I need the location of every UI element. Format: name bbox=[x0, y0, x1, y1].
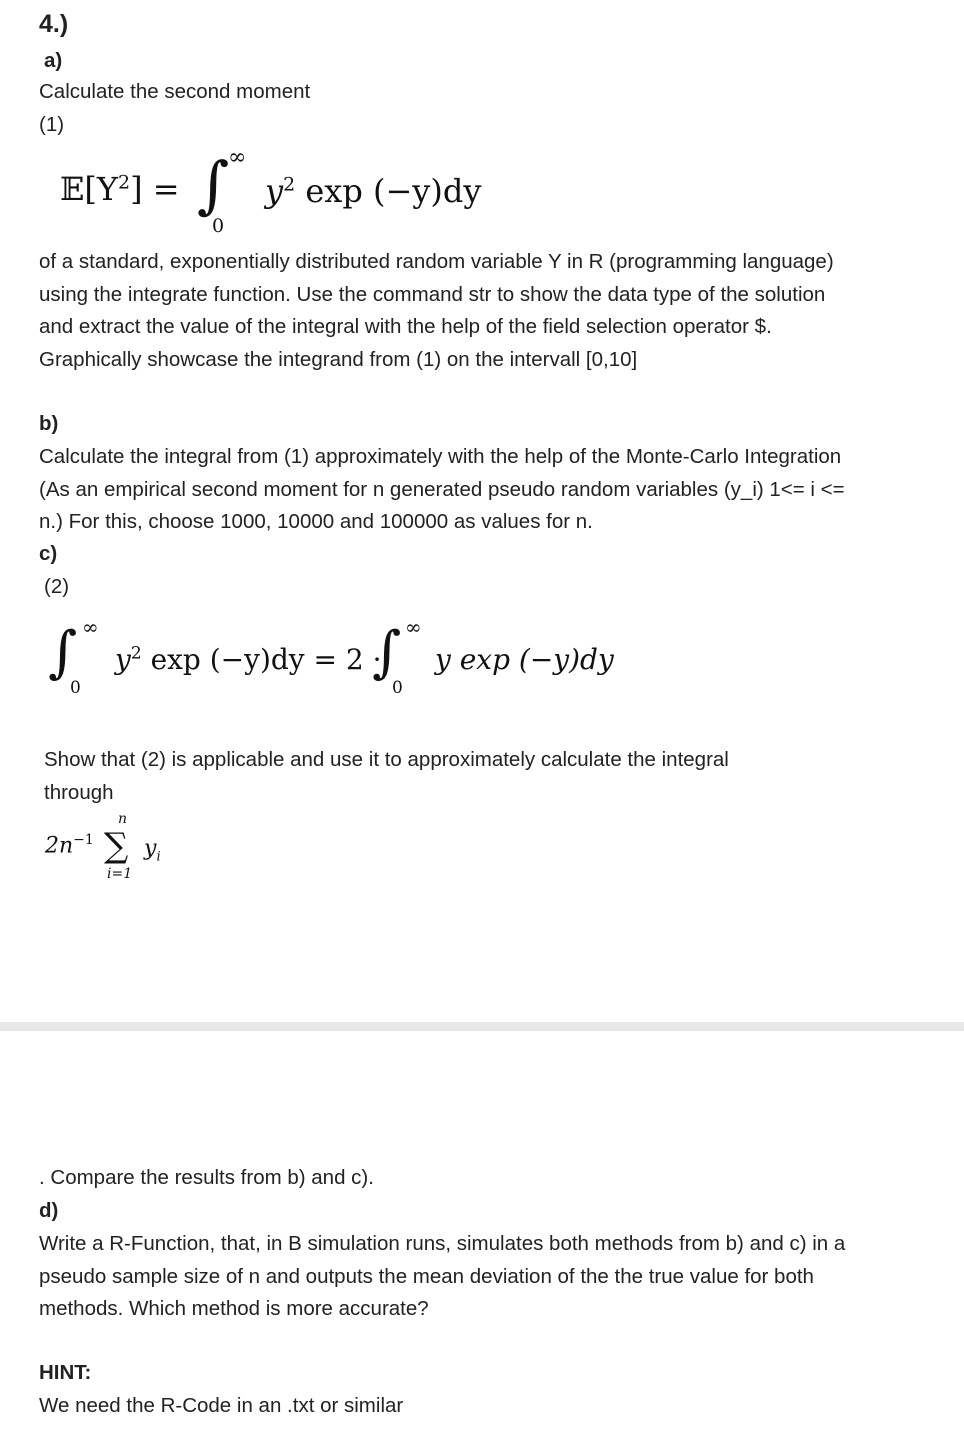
part-c-description-line: Show that (2) is applicable and use it to approximately calculate the integral through bbox=[44, 748, 729, 804]
problem-number: 4.) bbox=[39, 10, 69, 38]
eq1-integrand-exp: 2 bbox=[283, 173, 296, 196]
sum-coef: 2n bbox=[45, 833, 74, 859]
eq2-term1-exp: 2 bbox=[130, 643, 142, 664]
part-a-label: a) bbox=[44, 49, 63, 72]
eq2-term1-rest: exp (−y)dy = 2 · bbox=[150, 643, 382, 676]
eq1-lhs-exp: 2 bbox=[118, 171, 131, 194]
eq2-upper-limit-1: ∞ bbox=[82, 615, 99, 639]
eq1-integrand-rest: exp (−y)dy bbox=[305, 172, 482, 210]
integral-sign: ∫ bbox=[197, 148, 230, 221]
sum-symbol: ∑ bbox=[104, 826, 129, 866]
eq2-lower-limit-2: 0 bbox=[392, 678, 403, 698]
integral-sign: ∫ bbox=[48, 620, 78, 685]
sum-coef-exp: −1 bbox=[73, 832, 94, 848]
eq2-lower-limit-1: 0 bbox=[70, 678, 81, 698]
part-c-compare: . Compare the results from b) and c). bbox=[39, 1166, 374, 1189]
equation-2-label: (2) bbox=[44, 575, 70, 598]
eq2-term1-y: y bbox=[115, 643, 131, 676]
part-d-description: Write a R-Function, that, in B simulation runs, simulates both methods from b) and c) in a pseudo sample size of n and outputs the mean deviation of the the true value for both methods. Which method is more accurate? bbox=[39, 1232, 846, 1320]
eq2-upper-limit-2: ∞ bbox=[405, 615, 422, 639]
part-c-label: c) bbox=[39, 542, 58, 565]
hint-label: HINT: bbox=[39, 1361, 92, 1384]
part-d-label: d) bbox=[39, 1199, 59, 1222]
eq1-lhs: 𝔼[Y bbox=[60, 170, 118, 208]
eq1-lower-limit: 0 bbox=[212, 215, 225, 237]
eq1-integrand-y: y bbox=[265, 172, 284, 210]
sum-lower: i=1 bbox=[107, 866, 133, 882]
part-b-description: Calculate the integral from (1) approximately with the help of the Monte-Carlo Integration (As an empirical second moment for n generated pseudo random variables (y_i) 1<= i <= n.) For this, choose 1000, 10000 and 100000 as values for n. bbox=[39, 445, 845, 533]
section-divider bbox=[0, 1022, 964, 1031]
eq1-lhs-close: ] = bbox=[130, 170, 180, 208]
sum-term-sub: i bbox=[156, 849, 161, 865]
part-b-label: b) bbox=[39, 412, 59, 435]
part-a-intro: Calculate the second moment bbox=[39, 80, 311, 103]
equation-1-label: (1) bbox=[39, 113, 65, 136]
sum-term: y bbox=[144, 836, 157, 861]
hint-text: We need the R-Code in an .txt or similar bbox=[39, 1394, 404, 1417]
eq1-upper-limit: ∞ bbox=[228, 145, 247, 170]
part-a-description: of a standard, exponentially distributed random variable Y in R (programming language) using the integrate function. Use the command str to show the data type of the solution and extract the value of the integral with the help of the field selection operator $. Graphically showcase the integrand from (1) on the intervall [0,10] bbox=[39, 250, 834, 371]
integral-sign: ∫ bbox=[372, 620, 402, 685]
sum-upper: n bbox=[118, 811, 128, 827]
eq2-term2: y exp (−y)dy bbox=[435, 643, 614, 676]
